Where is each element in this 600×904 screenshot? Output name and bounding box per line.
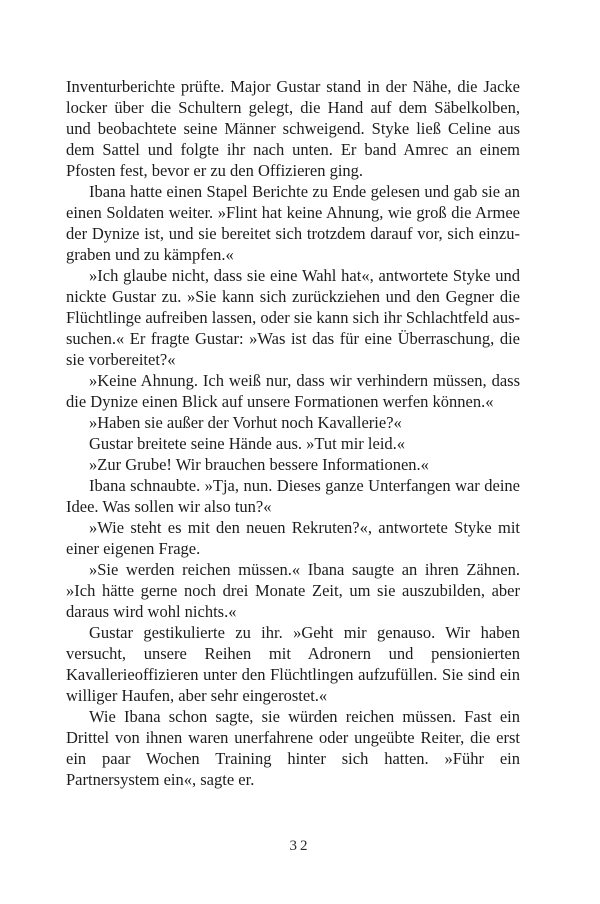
paragraph: Gustar gestikulierte zu ihr. »Geht mir genauso. Wir haben versucht, unsere Reihen mit Adronern und pensionierten Kavallerieoffizieren unter den Flüchtlingen aufzufüllen. Sie sind ein williger Haufen, aber sehr eingerostet.«: [66, 623, 520, 705]
paragraph: Gustar breitete seine Hände aus. »Tut mir leid.«: [89, 434, 406, 453]
paragraph: »Zur Grube! Wir brauchen bessere Informationen.«: [89, 455, 429, 474]
paragraph: »Ich glaube nicht, dass sie eine Wahl hat«, antwortete Styke und nickte Gustar zu. »Sie kann sich zurückziehen und den Gegner die Flüchtlinge aufreiben lassen, oder sie kann sich ihr Schlachtfeld aussuchen.« Er fragte Gustar: »Was ist das für eine Überraschung, die sie vorbereitet?«: [66, 266, 520, 369]
paragraph: »Wie steht es mit den neuen Rekruten?«, antwortete Styke mit einer eigenen Frage.: [66, 518, 520, 558]
paragraph: Inventurberichte prüfte. Major Gustar stand in der Nähe, die Jacke locker über die Schultern gelegt, die Hand auf dem Säbelkolben, und beobachtete seine Männer schweigend. Styke ließ Celine aus dem Sattel und folgte ihr nach unten. Er band Amrec an einem Pfosten fest, bevor er zu den Offizieren ging.: [66, 77, 520, 180]
paragraph: »Haben sie außer der Vorhut noch Kavallerie?«: [89, 413, 402, 432]
page-number: 32: [289, 838, 311, 854]
paragraph: Ibana hatte einen Stapel Berichte zu Ende gelesen und gab sie an einen Soldaten weiter. »Flint hat keine Ahnung, wie groß die Armee der Dynize ist, und sie bereitet sich trotzdem darauf vor, sich einzugraben und zu kämpfen.«: [66, 182, 520, 264]
body-text: [66, 76, 520, 790]
paragraph: Ibana schnaubte. »Tja, nun. Dieses ganze Unterfangen war deine Idee. Was sollen wir also tun?«: [66, 476, 520, 516]
paragraph: »Keine Ahnung. Ich weiß nur, dass wir verhindern müssen, dass die Dynize einen Blick auf unsere Formationen werfen können.«: [66, 371, 520, 411]
paragraph: »Sie werden reichen müssen.« Ibana saugte an ihren Zähnen. »Ich hätte gerne noch drei Monate Zeit, um sie auszubilden, aber daraus wird wohl nichts.«: [66, 560, 520, 621]
paragraph: Wie Ibana schon sagte, sie würden reichen müssen. Fast ein Drittel von ihnen waren unerfahrene oder ungeübte Reiter, die erst ein paar Wochen Training hinter sich hatten. »Führ ein Partnersystem ein«, sagte er.: [66, 707, 520, 789]
